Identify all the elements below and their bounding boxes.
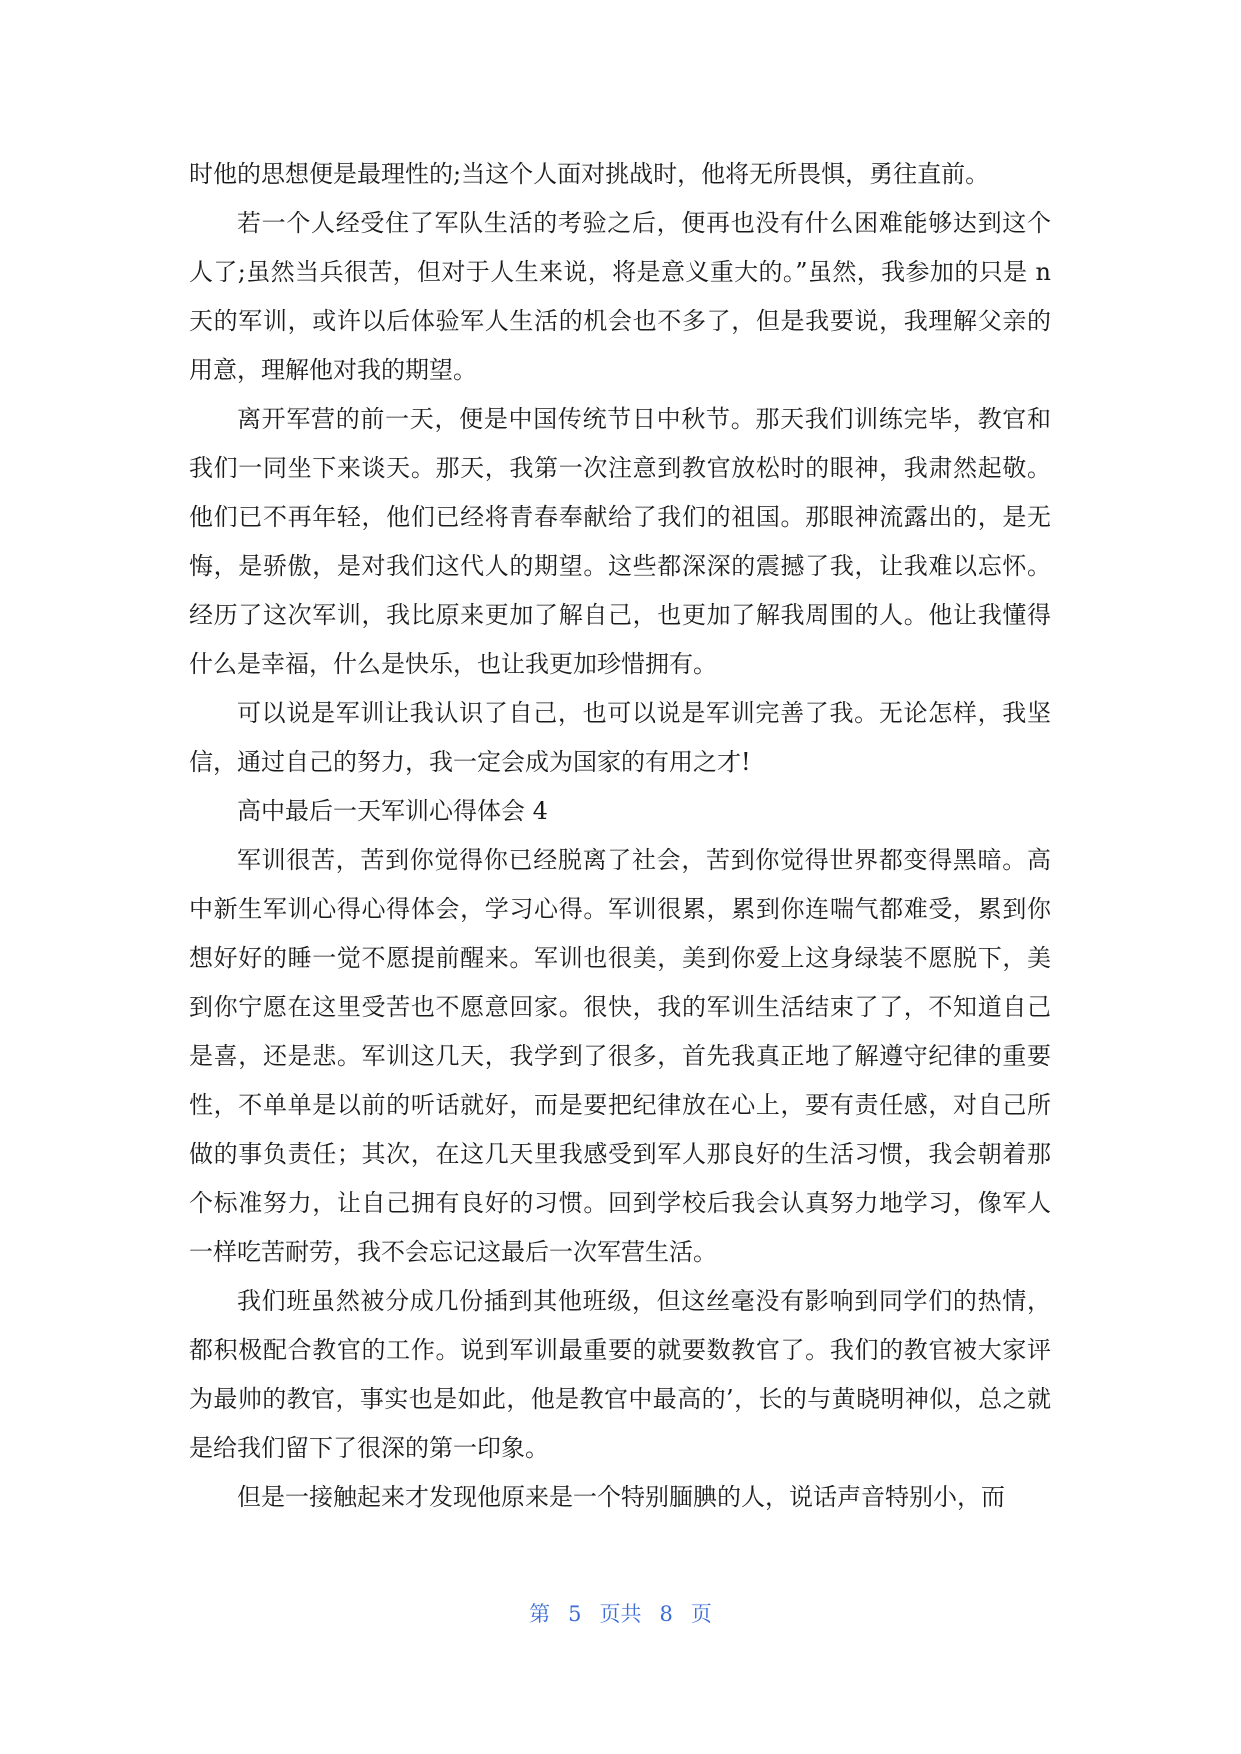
paragraph: 时他的思想便是最理性的;当这个人面对挑战时，他将无所畏惧，勇往直前。: [189, 160, 990, 188]
page-body: [189, 150, 1051, 1522]
footer-middle: 页共: [599, 1602, 642, 1626]
paragraph: 我们班虽然被分成几份插到其他班级，但这丝毫没有影响到同学们的热情，都积极配合教官的工作。说到军训最重要的就要数教官了。我们的教官被大家评为最帅的教官，事实也是如此，他是教官中最高的’，长的与黄晓明神似，总之就是给我们留下了很深的第一印象。: [189, 1287, 1051, 1462]
paragraph: 离开军营的前一天，便是中国传统节日中秋节。那天我们训练完毕，教官和我们一同坐下来谈天。那天，我第一次注意到教官放松时的眼神，我肃然起敬。他们已不再年轻，他们已经将青春奉献给了我们的祖国。那眼神流露出的，是无悔，是骄傲，是对我们这代人的期望。这些都深深的震撼了我，让我难以忘怀。经历了这次军训，我比原来更加了解自己，也更加了解我周围的人。他让我懂得什么是幸福，什么是快乐，也让我更加珍惜拥有。: [189, 405, 1051, 678]
footer-prefix: 第: [529, 1602, 551, 1626]
paragraph: 可以说是军训让我认识了自己，也可以说是军训完善了我。无论怎样，我坚信，通过自己的努力，我一定会成为国家的有用之才!: [189, 699, 1051, 776]
footer-total-pages: 8: [659, 1602, 673, 1626]
paragraph: 若一个人经受住了军队生活的考验之后，便再也没有什么困难能够达到这个人了;虽然当兵很苦，但对于人生来说，将是意义重大的。”虽然，我参加的只是 n 天的军训，或许以后体验军人生活的机会也不多了，但是我要说，我理解父亲的用意，理解他对我的期望。: [189, 209, 1051, 384]
paragraph: 军训很苦，苦到你觉得你已经脱离了社会，苦到你觉得世界都变得黑暗。高中新生军训心得心得体会，学习心得。军训很累，累到你连喘气都难受，累到你想好好的睡一觉不愿提前醒来。军训也很美，美到你爱上这身绿装不愿脱下，美到你宁愿在这里受苦也不愿意回家。很快，我的军训生活结束了了，不知道自己是喜，还是悲。军训这几天，我学到了很多，首先我真正地了解遵守纪律的重要性，不单单是以前的听话就好，而是要把纪律放在心上，要有责任感，对自己所做的事负责任；其次，在这几天里我感受到军人那良好的生活习惯，我会朝着那个标准努力，让自己拥有良好的习惯。回到学校后我会认真努力地学习，像军人一样吃苦耐劳，我不会忘记这最后一次军营生活。: [189, 846, 1051, 1266]
section-heading: 高中最后一天军训心得体会 4: [237, 797, 548, 825]
footer-suffix: 页: [690, 1602, 712, 1626]
footer-current-page: 5: [568, 1602, 582, 1626]
page-footer: [0, 1598, 1241, 1628]
paragraph: 但是一接触起来才发现他原来是一个特别腼腆的人，说话声音特别小，而: [237, 1483, 1005, 1511]
